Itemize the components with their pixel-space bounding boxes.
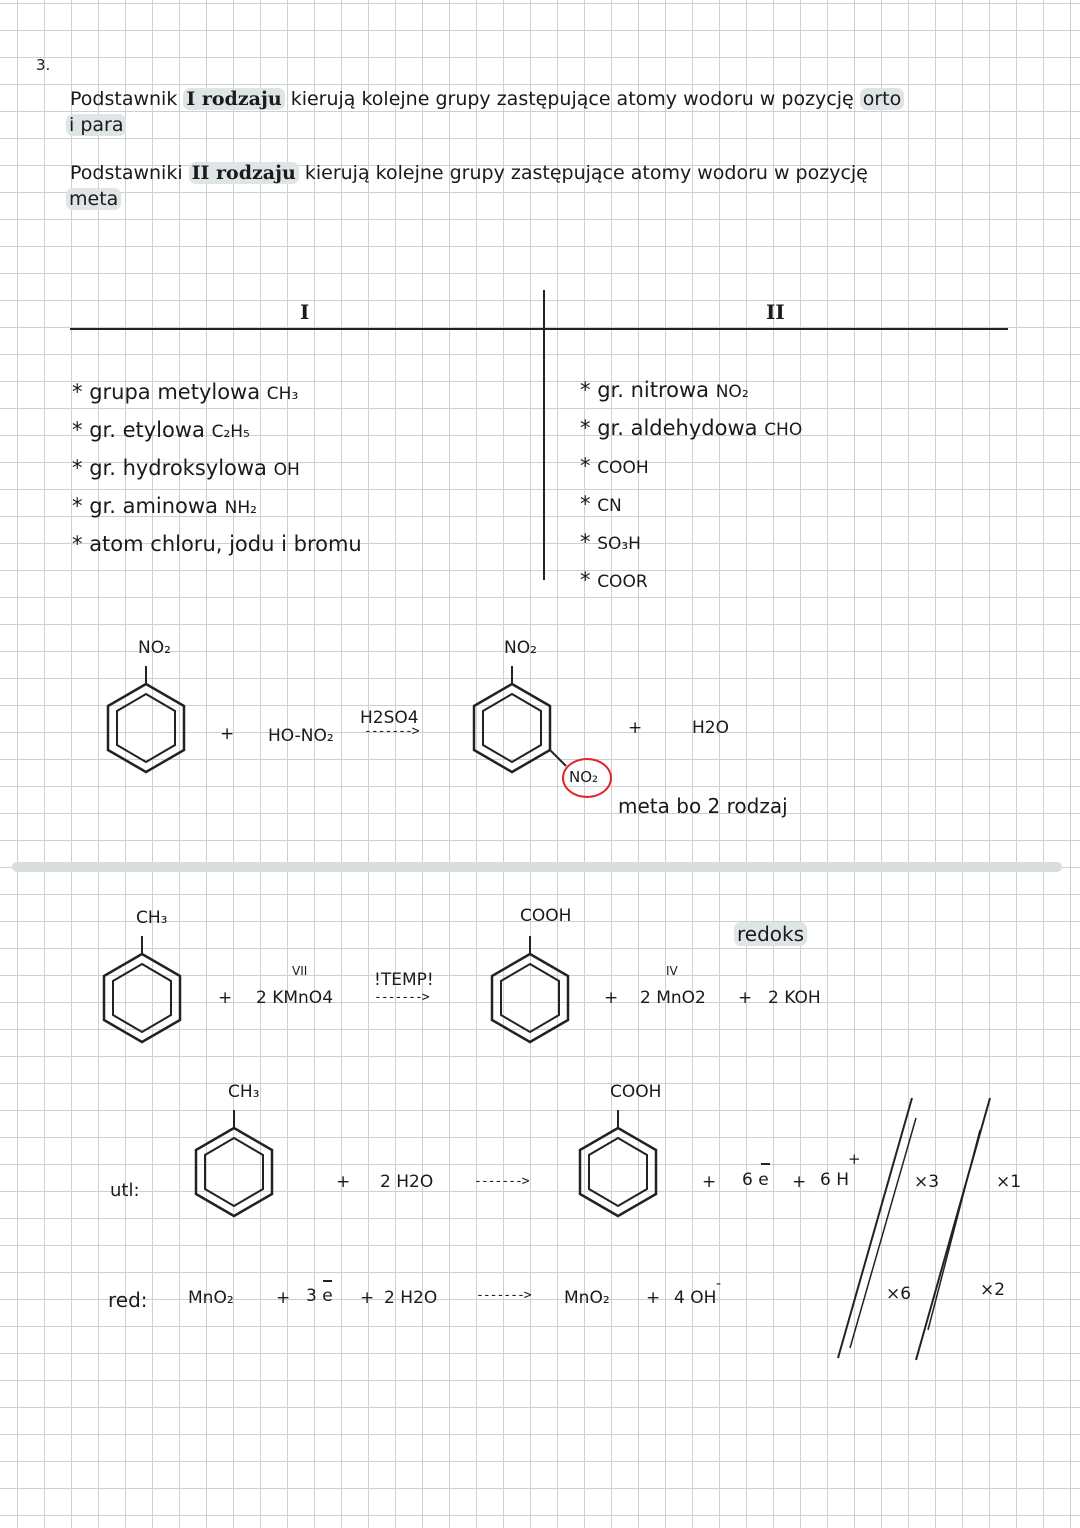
r2-product-group: COOH	[520, 906, 572, 926]
reaction-arrow: ------->	[474, 1174, 529, 1189]
plus-sign: +	[604, 988, 619, 1008]
list-item: * CN	[580, 492, 622, 516]
rule2-d-wrap	[66, 188, 121, 210]
list-item: * gr. etylowa C₂H₅	[72, 418, 250, 442]
r2-mno2: 2 MnO2	[640, 988, 706, 1008]
plus-sign: +	[276, 1288, 291, 1308]
rule-second-kind	[70, 162, 868, 184]
r2-condition: !TEMP!	[374, 970, 434, 990]
rule1-c: kierują kolejne grupy zastępujące atomy wodoru w pozycję	[290, 88, 854, 110]
list-item: * gr. aldehydowa CHO	[580, 416, 803, 440]
rule1-b: I rodzaju	[183, 88, 284, 110]
list-item: * COOR	[580, 568, 648, 592]
ox-electrons: 6 e	[742, 1170, 769, 1190]
plus-sign: +	[220, 724, 235, 744]
benzene-ring	[104, 680, 188, 776]
electron-bar	[323, 1280, 332, 1282]
r2-substituent: CH₃	[136, 908, 168, 928]
reduction-label: red:	[108, 1288, 148, 1312]
r1-note: meta bo 2 rodzaj	[618, 794, 788, 818]
red-product: MnO₂	[564, 1288, 610, 1308]
list-item: * SO₃H	[580, 530, 641, 554]
red-mno2: MnO₂	[188, 1288, 234, 1308]
table-header-first: I	[300, 300, 310, 324]
oxidation-label: utl:	[110, 1180, 140, 1201]
rule1-d: orto	[860, 88, 905, 110]
r2-ox-state-product: IV	[666, 964, 678, 978]
benzene-ring	[576, 1124, 660, 1220]
ox-multiplier-b: ×1	[996, 1172, 1022, 1192]
redox-label: redoks	[734, 922, 807, 946]
table-header-second: II	[766, 300, 785, 324]
list-item: * grupa metylowa CH₃	[72, 380, 299, 404]
plus-sign: +	[792, 1172, 807, 1192]
ox-hydrogen-ions: 6 H	[820, 1170, 850, 1190]
rule1-e: i para	[66, 114, 126, 136]
benzene-ring	[488, 950, 572, 1046]
benzene-ring	[470, 680, 554, 776]
red-charge: -	[716, 1276, 722, 1292]
section-divider	[12, 862, 1062, 872]
rule2-b: II rodzaju	[189, 162, 299, 184]
reaction-arrow: ------->	[364, 724, 419, 739]
list-item: * gr. nitrowa NO₂	[580, 378, 749, 402]
first-kind-list	[72, 374, 362, 562]
r1-water: H2O	[692, 718, 729, 738]
reaction-arrow: ------->	[374, 990, 429, 1005]
rule2-d: meta	[66, 188, 121, 210]
plus-sign: +	[360, 1288, 375, 1308]
r2-ox-state: VII	[292, 964, 308, 978]
r2-reagent: 2 KMnO4	[256, 988, 334, 1008]
balancing-slashes	[820, 1090, 1000, 1370]
electron-bar	[761, 1163, 770, 1165]
r1-product-top: NO₂	[504, 638, 537, 658]
r1-reagent: HO-NO₂	[268, 726, 334, 746]
list-item: * atom chloru, jodu i bromu	[72, 532, 362, 556]
red-electrons: 3 e	[306, 1286, 333, 1306]
list-item: * COOH	[580, 454, 649, 478]
r1-product-meta: NO₂	[569, 768, 599, 786]
plus-sign: +	[628, 718, 643, 738]
rule2-c: kierują kolejne grupy zastępujące atomy wodoru w pozycję	[304, 162, 868, 184]
ox-substituent: CH₃	[228, 1082, 260, 1102]
ox-charge: +	[848, 1150, 861, 1168]
plus-sign: +	[646, 1288, 661, 1308]
rule-first-kind	[70, 88, 904, 110]
red-hydroxide: 4 OH	[674, 1288, 717, 1308]
ox-product-group: COOH	[610, 1082, 662, 1102]
red-multiplier-b: ×2	[980, 1280, 1006, 1300]
reaction-arrow: ------->	[476, 1288, 531, 1303]
benzene-ring	[100, 950, 184, 1046]
list-item: * gr. aminowa NH₂	[72, 494, 257, 518]
plus-sign: +	[218, 988, 233, 1008]
plus-sign: +	[738, 988, 753, 1008]
table-horizontal-rule	[70, 328, 1008, 330]
list-item: * gr. hydroksylowa OH	[72, 456, 300, 480]
r2-koh: 2 KOH	[768, 988, 821, 1008]
rule2-a: Podstawniki	[70, 162, 183, 184]
r1-catalyst: H2SO4	[360, 708, 419, 728]
rule1-a: Podstawnik	[70, 88, 178, 110]
red-water: 2 H2O	[384, 1288, 438, 1308]
plus-sign: +	[336, 1172, 351, 1192]
red-multiplier-a: ×6	[886, 1284, 912, 1304]
second-kind-list	[580, 372, 802, 600]
plus-sign: +	[702, 1172, 717, 1192]
r1-substituent: NO₂	[138, 638, 171, 658]
table-vertical-rule	[543, 290, 545, 580]
page-number: 3.	[36, 56, 51, 74]
redox-label-wrap	[734, 922, 807, 946]
rule1-e-wrap	[66, 114, 126, 136]
ox-water: 2 H2O	[380, 1172, 434, 1192]
ox-multiplier-a: ×3	[914, 1172, 940, 1192]
benzene-ring	[192, 1124, 276, 1220]
